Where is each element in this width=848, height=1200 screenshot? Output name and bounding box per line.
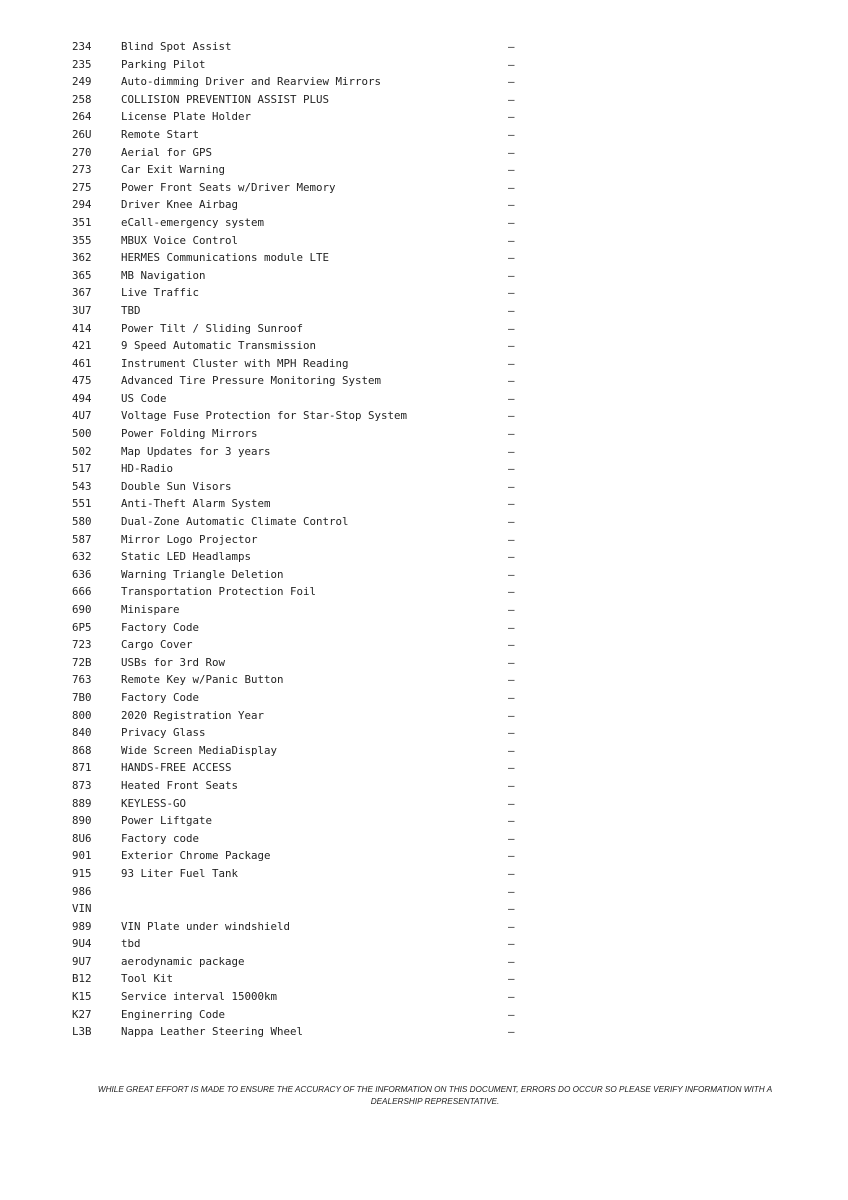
option-row [72,144,532,162]
option-row [72,320,532,338]
option-row [72,56,532,74]
option-mark: — [508,145,515,159]
option-description: Power Front Seats w/Driver Memory [121,180,336,194]
option-mark: — [508,972,515,986]
option-code: 6P5 [72,620,92,634]
option-row [72,513,532,531]
option-description: Factory Code [121,690,200,704]
option-mark: — [508,585,515,599]
disclaimer-line-1: WHILE GREAT EFFORT IS MADE TO ENSURE THE ACCURACY OF THE INFORMATION ON THIS DOCUMENT, ERRORS DO OCCUR SO PLEASE VERIFY INFORMATION WITH A [97,1085,773,1094]
option-row [72,548,532,566]
option-description: Double Sun Visors [121,479,232,493]
option-description: MB Navigation [121,268,206,282]
option-mark: — [508,849,515,863]
option-mark: — [508,497,515,511]
option-mark: — [508,902,515,916]
option-code: 475 [72,374,92,388]
option-code: 587 [72,532,92,546]
option-mark: — [508,57,515,71]
option-mark: — [508,866,515,880]
option-mark: — [508,655,515,669]
option-description: 93 Liter Fuel Tank [121,866,239,880]
option-row [72,777,532,795]
option-row [72,1006,532,1024]
option-description: Power Tilt / Sliding Sunroof [121,321,304,335]
option-code: 543 [72,479,92,493]
option-code: 632 [72,550,92,564]
option-code: K27 [72,1007,92,1021]
option-mark: — [508,110,515,124]
option-row [72,214,532,232]
option-code: 235 [72,57,92,71]
option-code: 873 [72,778,92,792]
option-row [72,953,532,971]
option-mark: — [508,462,515,476]
option-row [72,583,532,601]
option-mark: — [508,233,515,247]
option-description: Voltage Fuse Protection for Star-Stop System [121,409,408,423]
option-row [72,724,532,742]
option-row [72,460,532,478]
option-description: Transportation Protection Foil [121,585,317,599]
option-mark: — [508,831,515,845]
option-row [72,830,532,848]
option-mark: — [508,884,515,898]
option-code: K15 [72,990,92,1004]
option-code: 871 [72,761,92,775]
option-row [72,795,532,813]
option-code: 414 [72,321,92,335]
option-description: MBUX Voice Control [121,233,239,247]
option-code: B12 [72,972,92,986]
option-code: 763 [72,673,92,687]
option-description: Static LED Headlamps [121,550,252,564]
option-description: License Plate Holder [121,110,252,124]
option-description: Map Updates for 3 years [121,444,271,458]
option-row [72,478,532,496]
option-description: Anti-Theft Alarm System [121,497,271,511]
option-code: 890 [72,814,92,828]
option-mark: — [508,796,515,810]
option-description: Service interval 15000km [121,990,278,1004]
option-code: 351 [72,215,92,229]
option-code: 551 [72,497,92,511]
option-description: 2020 Registration Year [121,708,265,722]
option-row [72,601,532,619]
option-row [72,337,532,355]
option-code: 723 [72,638,92,652]
option-row [72,161,532,179]
option-description: Privacy Glass [121,726,206,740]
option-description: KEYLESS-GO [121,796,187,810]
option-code: 365 [72,268,92,282]
option-description: HANDS-FREE ACCESS [121,761,232,775]
option-description: Factory Code [121,620,200,634]
option-mark: — [508,673,515,687]
option-code: 580 [72,515,92,529]
option-row [72,302,532,320]
option-row [72,284,532,302]
option-description: Heated Front Seats [121,778,239,792]
option-mark: — [508,479,515,493]
option-mark: — [508,92,515,106]
option-code: L3B [72,1025,92,1039]
option-row [72,407,532,425]
option-row [72,847,532,865]
option-row [72,179,532,197]
option-code-list [72,38,532,1041]
option-code: 502 [72,444,92,458]
option-description: Remote Key w/Panic Button [121,673,284,687]
option-description: Wide Screen MediaDisplay [121,743,278,757]
option-description: HD-Radio [121,462,174,476]
option-code: 868 [72,743,92,757]
option-description: COLLISION PREVENTION ASSIST PLUS [121,92,330,106]
option-description: TBD [121,303,141,317]
option-code: 8U6 [72,831,92,845]
option-description: Power Liftgate [121,814,213,828]
option-row [72,671,532,689]
option-row [72,372,532,390]
option-code: 249 [72,75,92,89]
option-mark: — [508,690,515,704]
option-mark: — [508,515,515,529]
option-mark: — [508,937,515,951]
option-row [72,988,532,1006]
option-description: Remote Start [121,127,200,141]
option-mark: — [508,391,515,405]
option-description: US Code [121,391,167,405]
option-description: Enginerring Code [121,1007,226,1021]
option-code: VIN [72,902,92,916]
option-code: 3U7 [72,303,92,317]
option-row [72,425,532,443]
option-code: 275 [72,180,92,194]
option-row [72,970,532,988]
option-description: 9 Speed Automatic Transmission [121,339,317,353]
option-code: 9U7 [72,954,92,968]
option-row [72,531,532,549]
option-code: 666 [72,585,92,599]
option-code: 421 [72,339,92,353]
option-description: Power Folding Mirrors [121,427,258,441]
option-row [72,654,532,672]
option-mark: — [508,620,515,634]
option-mark: — [508,603,515,616]
option-code: 355 [72,233,92,247]
option-mark: — [508,321,515,335]
option-mark: — [508,444,515,458]
option-code: 889 [72,796,92,810]
option-description: aerodynamic package [121,954,245,968]
option-row [72,91,532,109]
option-mark: — [508,374,515,388]
option-mark: — [508,180,515,194]
option-mark: — [508,251,515,265]
option-mark: — [508,339,515,353]
option-description: Minispare [121,603,180,616]
option-code: 636 [72,567,92,581]
option-mark: — [508,726,515,740]
option-description: eCall-emergency system [121,215,265,229]
option-code: 7B0 [72,690,92,704]
option-mark: — [508,268,515,282]
option-mark: — [508,127,515,141]
option-description: Blind Spot Assist [121,40,232,53]
option-code: 9U4 [72,937,92,951]
option-description: Mirror Logo Projector [121,532,258,546]
option-row [72,108,532,126]
option-code: 270 [72,145,92,159]
option-mark: — [508,532,515,546]
option-description: HERMES Communications module LTE [121,251,330,265]
option-description: Dual-Zone Automatic Climate Control [121,515,349,529]
option-code: 234 [72,40,92,53]
option-row [72,196,532,214]
option-description: Live Traffic [121,286,200,300]
option-mark: — [508,638,515,652]
option-description: Cargo Cover [121,638,193,652]
option-mark: — [508,778,515,792]
option-description: Parking Pilot [121,57,206,71]
option-code: 517 [72,462,92,476]
option-code: 500 [72,427,92,441]
option-code: 800 [72,708,92,722]
option-row [72,935,532,953]
option-mark: — [508,356,515,370]
option-mark: — [508,303,515,317]
option-row [72,742,532,760]
option-code: 986 [72,884,92,898]
option-code: 915 [72,866,92,880]
option-row [72,900,532,918]
option-description: Car Exit Warning [121,163,226,177]
option-row [72,689,532,707]
option-mark: — [508,409,515,423]
option-description: Factory code [121,831,200,845]
option-mark: — [508,163,515,177]
option-row [72,566,532,584]
option-code: 367 [72,286,92,300]
option-description: Aerial for GPS [121,145,213,159]
option-row [72,267,532,285]
option-row [72,707,532,725]
option-mark: — [508,198,515,212]
option-row [72,126,532,144]
option-description: Advanced Tire Pressure Monitoring System [121,374,382,388]
option-description: Instrument Cluster with MPH Reading [121,356,349,370]
option-mark: — [508,286,515,300]
option-row [72,619,532,637]
option-row [72,918,532,936]
option-row [72,1023,532,1041]
option-mark: — [508,708,515,722]
option-row [72,812,532,830]
option-mark: — [508,550,515,564]
option-code: 264 [72,110,92,124]
option-code: 273 [72,163,92,177]
option-code: 494 [72,391,92,405]
option-mark: — [508,761,515,775]
option-description: Exterior Chrome Package [121,849,271,863]
option-code: 4U7 [72,409,92,423]
option-row [72,865,532,883]
disclaimer [70,1084,800,1108]
option-code: 26U [72,127,92,141]
option-description: Auto-dimming Driver and Rearview Mirrors [121,75,382,89]
option-code: 294 [72,198,92,212]
option-row [72,355,532,373]
disclaimer-line-2: DEALERSHIP REPRESENTATIVE. [370,1097,500,1106]
option-row [72,232,532,250]
option-row [72,443,532,461]
option-row [72,759,532,777]
option-description: Driver Knee Airbag [121,198,239,212]
option-description: VIN Plate under windshield [121,919,291,933]
option-mark: — [508,990,515,1004]
option-mark: — [508,427,515,441]
option-row [72,38,532,56]
option-description: USBs for 3rd Row [121,655,226,669]
option-row [72,73,532,91]
option-mark: — [508,215,515,229]
option-description: Tool Kit [121,972,174,986]
option-mark: — [508,919,515,933]
option-code: 461 [72,356,92,370]
option-mark: — [508,743,515,757]
option-mark: — [508,40,515,53]
option-mark: — [508,954,515,968]
option-mark: — [508,567,515,581]
option-code: 901 [72,849,92,863]
option-mark: — [508,814,515,828]
option-code: 362 [72,251,92,265]
option-code: 989 [72,919,92,933]
option-description: Nappa Leather Steering Wheel [121,1025,304,1039]
option-mark: — [508,75,515,89]
option-row [72,390,532,408]
option-row [72,883,532,901]
option-row [72,636,532,654]
option-mark: — [508,1025,515,1039]
option-code: 258 [72,92,92,106]
option-row [72,495,532,513]
option-description: tbd [121,937,141,951]
option-description: Warning Triangle Deletion [121,567,284,581]
option-code: 690 [72,603,92,616]
option-code: 72B [72,655,92,669]
option-mark: — [508,1007,515,1021]
option-row [72,249,532,267]
option-code: 840 [72,726,92,740]
